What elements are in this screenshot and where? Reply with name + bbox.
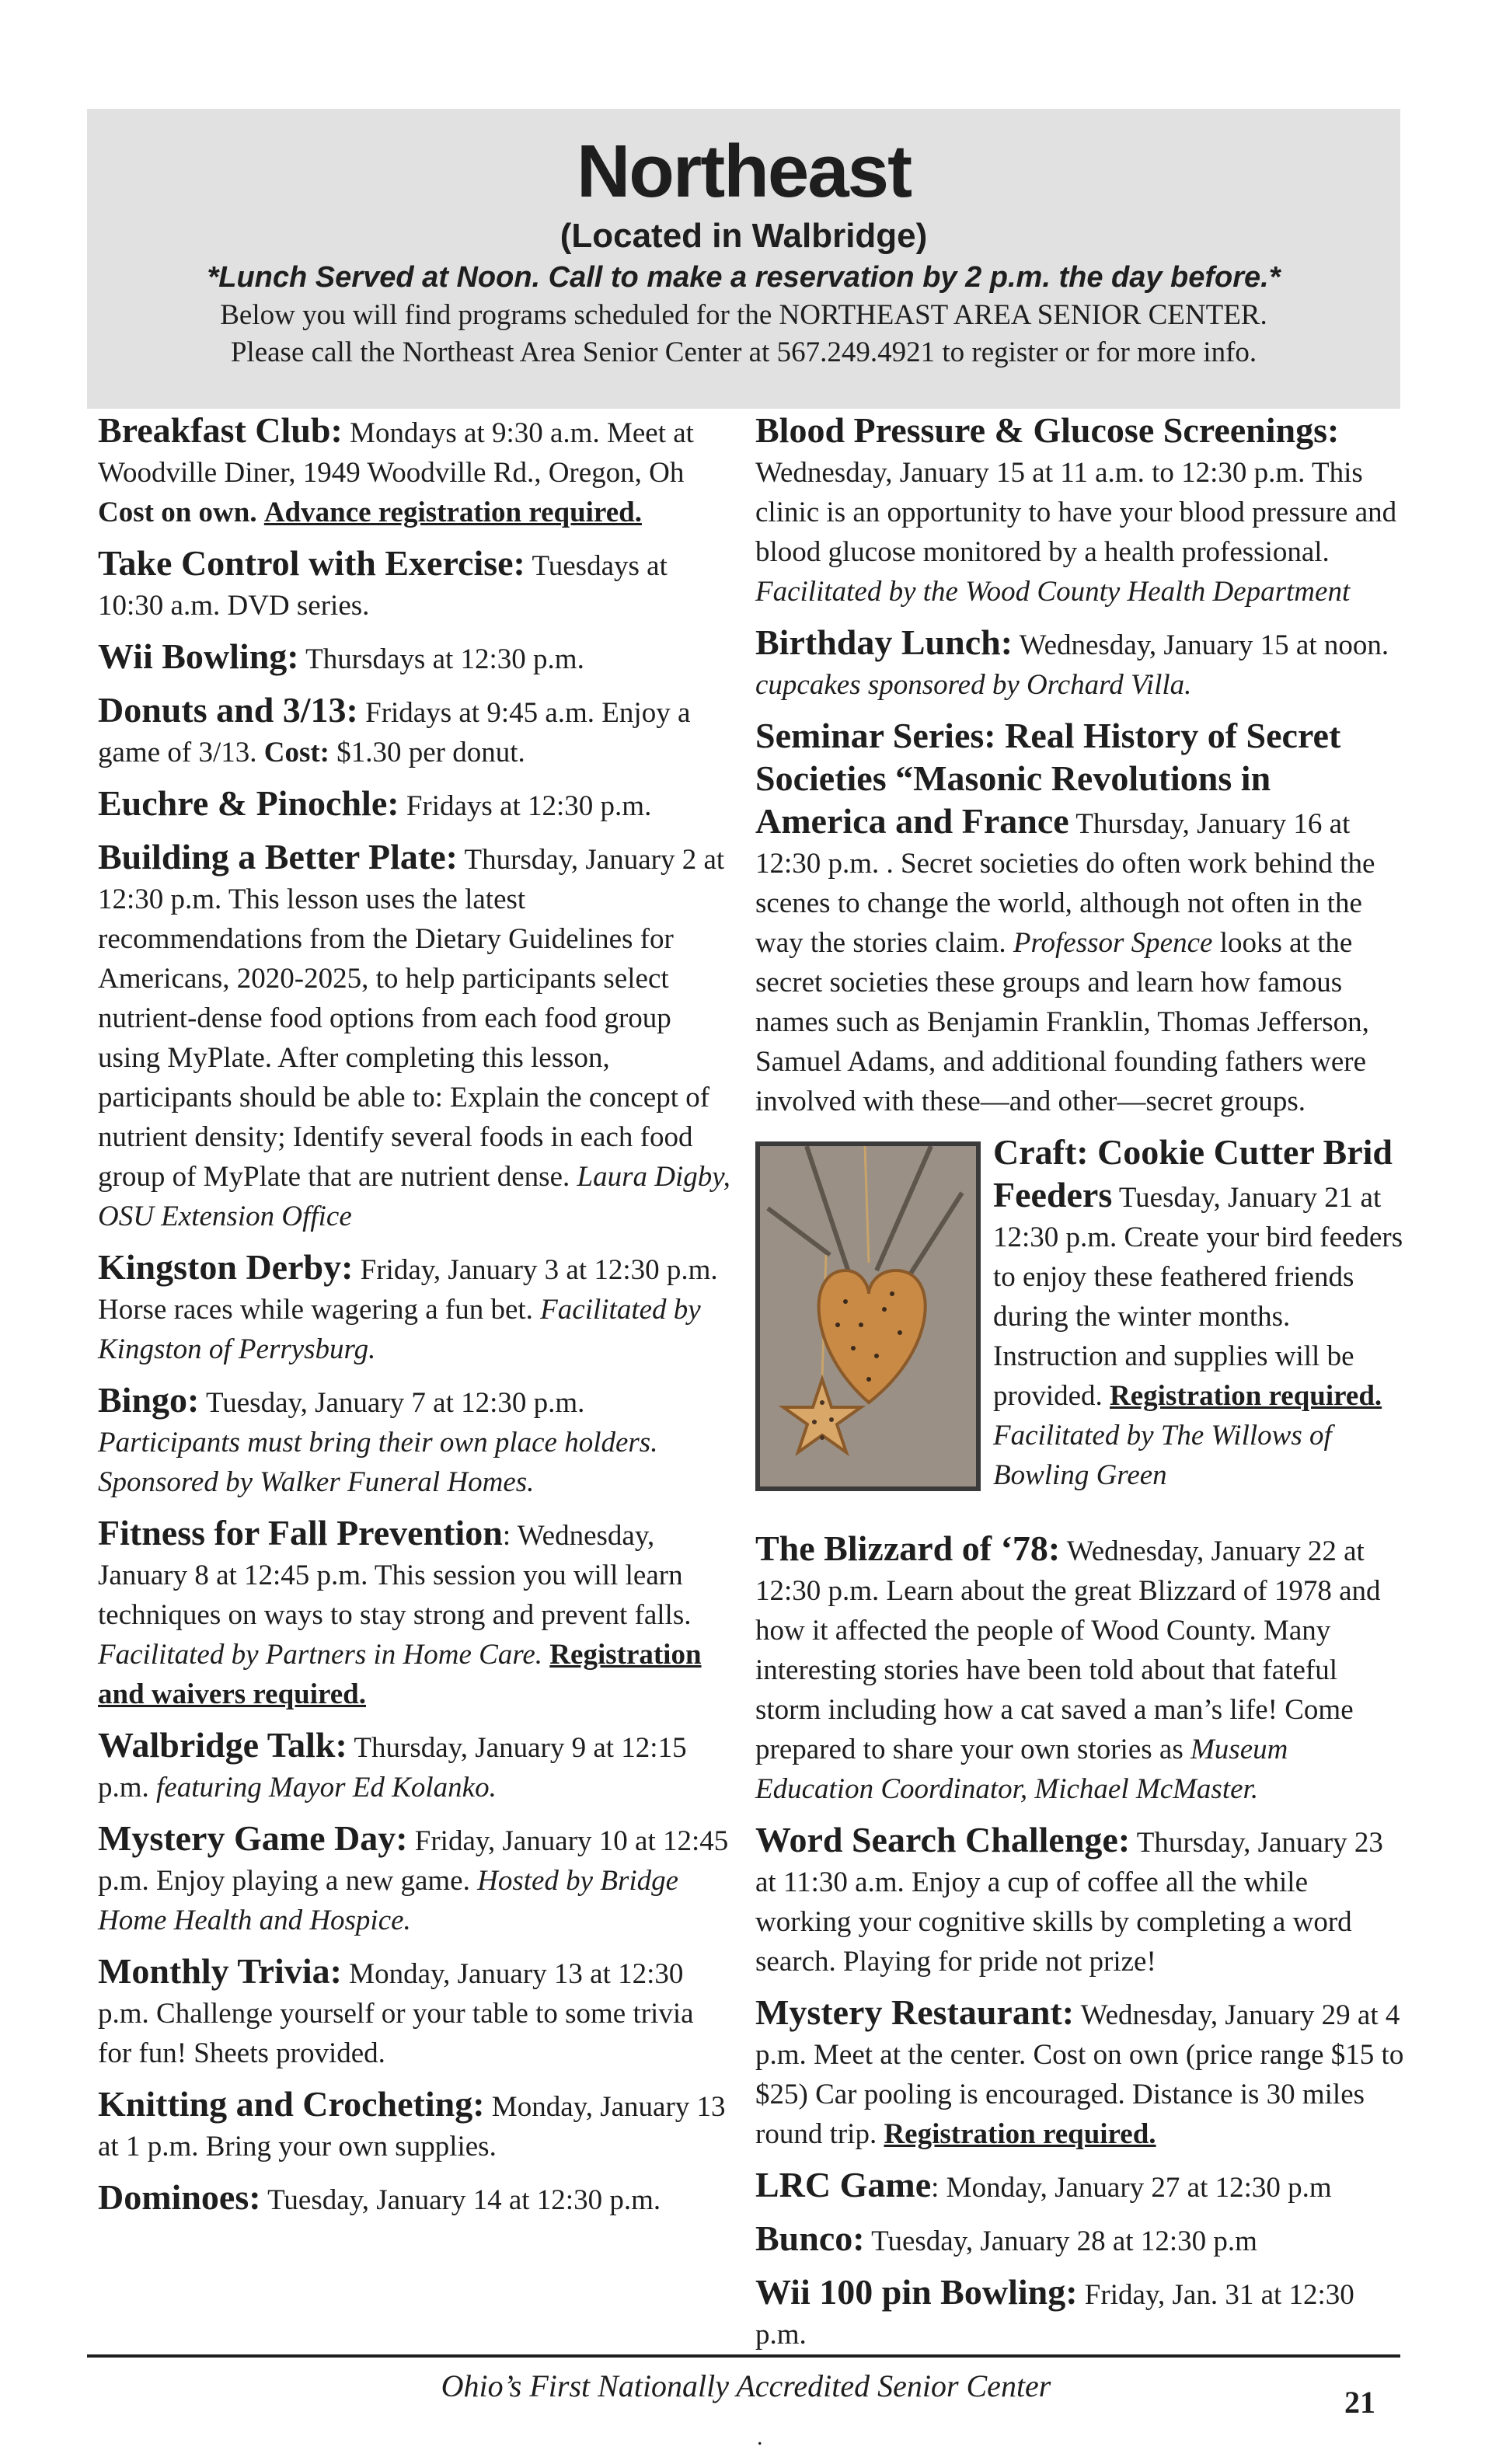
program-title: Kingston Derby:	[98, 1247, 354, 1287]
program-credit: Facilitated by the Wood County Health Department	[755, 576, 1351, 608]
program-credit: Facilitated by Kingston of Perrysburg.	[98, 1294, 701, 1365]
program-details: Friday, January 10 at 12:45 p.m. Enjoy playing a new game.	[98, 1825, 729, 1897]
program-details: Thursday, January 16 at 12:30 p.m. . Secret societies do often work behind the scenes to change the world, although not often in the way the stories claim.	[755, 808, 1375, 959]
program-credit: Professor Spence	[1013, 927, 1213, 959]
right-column	[755, 410, 1408, 2365]
program-title: Birthday Lunch:	[755, 622, 1013, 662]
program-details: Monday, January 13 at 1 p.m. Bring your own supplies.	[98, 2091, 726, 2163]
program-blizzard	[755, 1528, 1408, 1809]
program-details: Wednesday, January 15 at noon.	[1013, 629, 1389, 661]
program-lrc-game	[755, 2165, 1408, 2208]
program-euchre	[98, 783, 734, 826]
left-column	[98, 410, 734, 2231]
program-title: The Blizzard of ‘78:	[755, 1528, 1061, 1568]
program-knitting	[98, 2084, 734, 2166]
program-craft	[755, 1132, 1408, 1521]
program-title: Mystery Game Day:	[98, 1818, 408, 1858]
bird-seed-heart-ornament-photo	[755, 1141, 981, 1491]
program-title: Knitting and Crocheting:	[98, 2084, 485, 2124]
program-birthday-lunch	[755, 622, 1408, 705]
program-dominoes	[98, 2177, 734, 2220]
program-details: Tuesdays at 10:30 a.m. DVD series.	[98, 550, 668, 622]
program-word-search	[755, 1820, 1408, 1981]
intro-line-2: Please call the Northeast Area Senior Center at 567.249.4921 to register or for more info.	[230, 336, 1257, 368]
program-details: Tuesday, January 28 at 12:30 p.m	[864, 2225, 1257, 2257]
program-wii-100-pin	[755, 2272, 1408, 2354]
program-credit: Museum Education Coordinator, Michael McMaster.	[755, 1734, 1288, 1805]
program-details: Monday, January 13 at 12:30 p.m. Challenge yourself or your table to some trivia for fun! Sheets provided.	[98, 1958, 694, 2069]
program-credit: Hosted by Bridge Home Health and Hospice.	[98, 1865, 679, 1936]
program-details: Fridays at 9:45 a.m. Enjoy a game of 3/13.	[98, 697, 691, 768]
program-details: Thursday, January 23 at 11:30 a.m. Enjoy a cup of coffee all the while working your cognitive skills by completing a word search. Playing for pride not prize!	[755, 1827, 1383, 1978]
intro-line-1: Below you will find programs scheduled for the NORTHEAST AREA SENIOR CENTER.	[220, 299, 1267, 331]
program-monthly-trivia	[98, 1951, 734, 2073]
program-details: Friday, Jan. 31 at 12:30 p.m.	[755, 2279, 1354, 2351]
program-details: Tuesday, January 21 at 12:30 p.m. Create your bird feeders to enjoy these feathered friends during the winter months. Instruction and supplies will be provided.	[993, 1182, 1403, 1412]
program-walbridge-talk	[98, 1725, 734, 1807]
cost-note: Cost on own.	[98, 497, 257, 528]
cost-label: Cost:	[263, 737, 329, 768]
footer-divider	[87, 2354, 1400, 2358]
program-details: Wednesday, January 15 at 11 a.m. to 12:30 p.m. This clinic is an opportunity to have your blood pressure and blood glucose monitored by a health professional.	[755, 457, 1397, 568]
header-banner	[87, 109, 1400, 409]
program-blood-pressure	[755, 410, 1408, 612]
program-credit: Facilitated by Partners in Home Care.	[98, 1639, 543, 1671]
program-seminar-series	[755, 716, 1408, 1121]
program-mystery-restaurant	[755, 1992, 1408, 2154]
page-title: Northeast	[576, 130, 912, 213]
program-details: Thursday, January 9 at 12:15 p.m.	[98, 1732, 687, 1804]
registration-note: Registration required.	[884, 2118, 1156, 2150]
program-credit: Laura Digby, OSU Extension Office	[98, 1161, 730, 1232]
program-details: Tuesday, January 14 at 12:30 p.m.	[260, 2184, 661, 2216]
program-details: Wednesday, January 22 at 12:30 p.m. Learn about the great Blizzard of 1978 and how it affected the people of Wood County. Many interesting stories have been told about that fateful storm including how a cat saved a man’s life! Come prepared to share your own stories as	[755, 1535, 1381, 1765]
program-title: Seminar Series: Real History of Secret Societies “Masonic Revolutions in America and France	[755, 716, 1341, 841]
program-title: Dominoes:	[98, 2177, 261, 2217]
program-title: Wii 100 pin Bowling:	[755, 2272, 1078, 2312]
program-credit: cupcakes sponsored by Orchard Villa.	[755, 669, 1192, 701]
program-title: Bingo:	[98, 1380, 200, 1420]
footer-dot: .	[757, 2424, 763, 2450]
craft-text	[993, 1132, 1408, 1495]
registration-note: Registration required.	[1110, 1380, 1382, 1412]
program-details-2: looks at the secret societies these groups and learn how famous names such as Benjamin Franklin, Thomas Jefferson, Samuel Adams, and additional founding fathers were involved with these—and other—secret groups.	[755, 927, 1369, 1117]
registration-note: Registration and waivers required.	[98, 1639, 702, 1710]
program-exercise	[98, 543, 734, 626]
program-details: Thursday, January 2 at 12:30 p.m. This lesson uses the latest recommendations from the Dietary Guidelines for Americans, 2020-2025, to help participants select nutrient-dense food options from each food group using MyPlate. After completing this lesson, participants should be able to: Explain the concept of nutrient density; Identify several foods in each food group of MyPlate that are nutrient dense.	[98, 844, 725, 1193]
program-credit: featuring Mayor Ed Kolanko.	[156, 1772, 497, 1804]
program-title: Mystery Restaurant:	[755, 1992, 1075, 2032]
program-title: Blood Pressure & Glucose Screenings:	[755, 410, 1340, 450]
program-wii-bowling	[98, 636, 734, 679]
program-donuts	[98, 690, 734, 772]
program-title: Walbridge Talk:	[98, 1725, 347, 1765]
lunch-note: *Lunch Served at Noon. Call to make a reservation by 2 p.m. the day before.*	[207, 261, 1281, 294]
program-title: Monthly Trivia:	[98, 1951, 342, 1991]
program-breakfast-club	[98, 410, 734, 532]
program-title: LRC Game	[755, 2165, 932, 2204]
program-details: Thursdays at 12:30 p.m.	[298, 643, 584, 675]
price: $1.30 per donut.	[329, 737, 525, 768]
program-bingo	[98, 1380, 734, 1502]
program-credit: Facilitated by The Willows of Bowling Green	[993, 1420, 1332, 1491]
program-details: : Wednesday, January 8 at 12:45 p.m. This session you will learn techniques on ways to stay strong and prevent falls.	[98, 1520, 692, 1631]
program-details: Friday, January 3 at 12:30 p.m. Horse races while wagering a fun bet.	[98, 1254, 718, 1326]
page-subtitle: (Located in Walbridge)	[560, 217, 928, 255]
program-credit: Participants must bring their own place holders. Sponsored by Walker Funeral Homes.	[98, 1427, 658, 1498]
program-title: Bunco:	[755, 2218, 865, 2258]
program-title: Euchre & Pinochle:	[98, 783, 399, 823]
program-details: Mondays at 9:30 a.m. Meet at Woodville Diner, 1949 Woodville Rd., Oregon, Oh	[98, 417, 694, 489]
program-title: Building a Better Plate:	[98, 837, 458, 877]
program-better-plate	[98, 837, 734, 1236]
program-title: Wii Bowling:	[98, 636, 299, 676]
program-details: Wednesday, January 29 at 4 p.m. Meet at the center. Cost on own (price range $15 to $25) Car pooling is encouraged. Distance is 30 miles round trip.	[755, 1999, 1404, 2150]
program-bunco	[755, 2218, 1408, 2261]
page-number: 21	[1344, 2385, 1375, 2420]
program-title: Donuts and 3/13:	[98, 690, 358, 730]
registration-note: Advance registration required.	[263, 497, 642, 528]
program-fall-prevention	[98, 1513, 734, 1714]
program-title: Fitness for Fall Prevention	[98, 1513, 503, 1553]
program-title: Craft: Cookie Cutter Brid Feeders	[993, 1132, 1393, 1215]
program-title: Take Control with Exercise:	[98, 543, 525, 583]
program-kingston-derby	[98, 1247, 734, 1369]
program-details: Tuesday, January 7 at 12:30 p.m.	[199, 1387, 585, 1419]
program-details: : Monday, January 27 at 12:30 p.m	[931, 2172, 1332, 2204]
program-title: Breakfast Club:	[98, 410, 343, 450]
footer-tagline: Ohio’s First Nationally Accredited Senior Center	[441, 2368, 1051, 2403]
program-mystery-game-day	[98, 1818, 734, 1940]
program-title: Word Search Challenge:	[755, 1820, 1131, 1859]
program-details: Fridays at 12:30 p.m.	[399, 790, 652, 822]
